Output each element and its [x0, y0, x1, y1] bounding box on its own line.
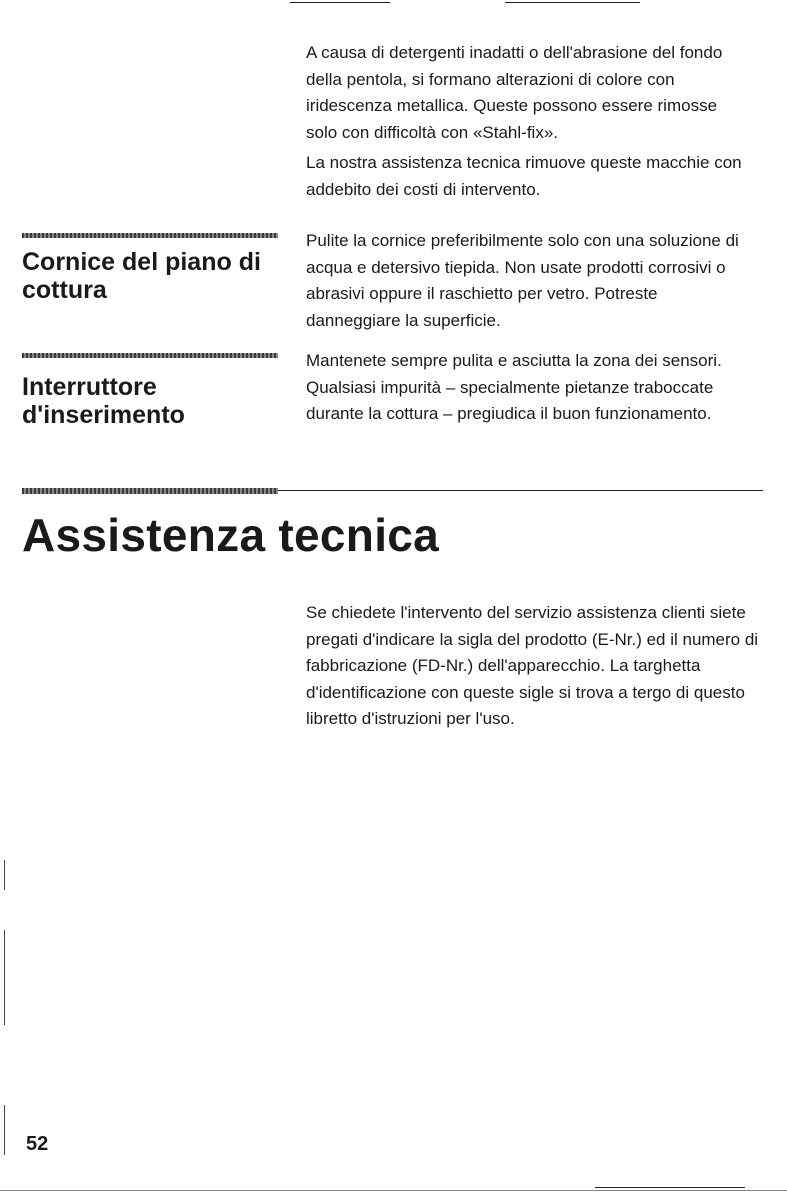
margin-line [4, 930, 5, 1025]
section-heading-interruttore: Interruttore d'inserimento [22, 373, 185, 429]
top-rule-right [505, 2, 640, 3]
bottom-rule-right [595, 1187, 745, 1188]
page-number: 52 [26, 1133, 49, 1155]
chapter-divider-bar [22, 488, 278, 494]
section-text-cornice: Pulite la cornice preferibilmente solo con una soluzione di acqua e detersivo tiepida. Non usate prodotti corrosivi o abrasivi oppure il raschietto per vetro. Potreste danneggiare la superficie. [306, 231, 739, 330]
chapter-divider-rule [278, 490, 763, 491]
top-rule-left [290, 2, 390, 3]
section-divider-bar [22, 233, 278, 238]
margin-line [4, 1105, 5, 1155]
chapter-title: Assistenza tecnica [22, 509, 440, 561]
section-divider-bar [22, 353, 278, 358]
bottom-rule [0, 1190, 787, 1191]
intro-paragraph-2: La nostra assistenza tecnica rimuove queste macchie con addebito dei costi di intervento. [306, 153, 742, 199]
section-text-interruttore: Mantenete sempre pulita e asciutta la zona dei sensori. Qualsiasi impurità – specialmente pietanze traboccate durante la cottura – pregiudica il buon funzionamento. [306, 351, 722, 423]
intro-paragraph-1: A causa di detergenti inadatti o dell'abrasione del fondo della pentola, si formano alterazioni di colore con iridescenza metallica. Queste possono essere rimosse solo con difficoltà con «Stahl-fix». [306, 43, 723, 142]
margin-line [4, 860, 5, 890]
chapter-text: Se chiedete l'intervento del servizio assistenza clienti siete pregati d'indicare la sigla del prodotto (E-Nr.) ed il numero di fabbricazione (FD-Nr.) dell'apparecchio. La targhetta d'identificazione con queste sigle si trova a tergo di questo libretto d'istruzioni per l'uso. [306, 603, 759, 728]
section-heading-cornice: Cornice del piano di cottura [22, 248, 261, 304]
